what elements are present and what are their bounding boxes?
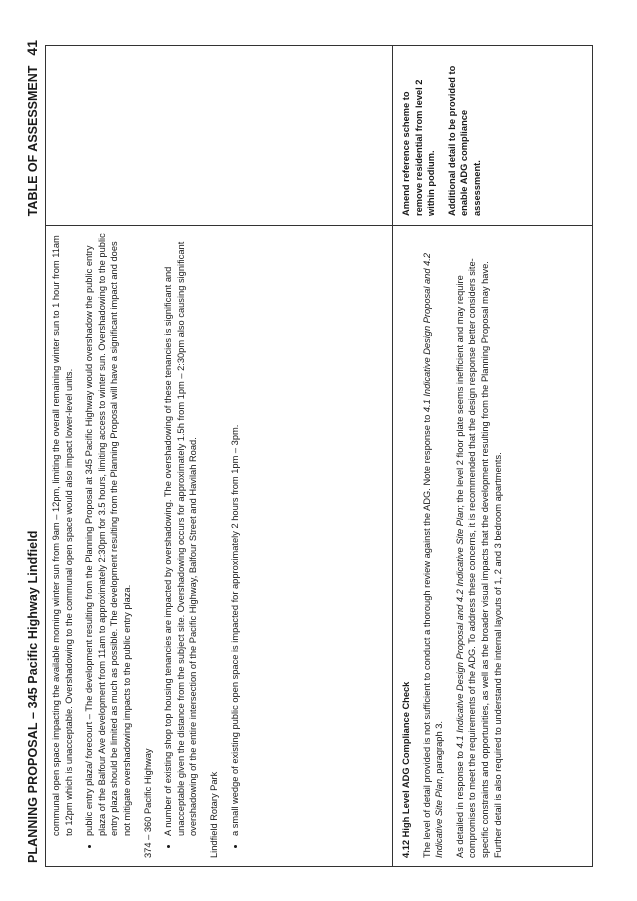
subheading-374-pacific-highway: 374 – 360 Pacific Highway (142, 748, 153, 858)
p2-text-end: ; the level 2 floor plate seems inefficient and may require compromises to meet the requirements of the ADG. To address these concerns, it is recommended that the design response better considers site-specific constraints and opportunities, as well as the broader visual impacts that the development resulting from the Planning Proposal may have. Further detail is also required to understand the internal layouts of 1, 2 and 3 bedroom apartments. (454, 258, 503, 858)
p1-italic-ref: 4.1 Indicative Design Proposal and 4.2 Indicative Site Plan (421, 252, 445, 858)
continued-list (50, 233, 75, 858)
p2-text: As detailed in response to (454, 748, 465, 858)
column-divider (46, 225, 592, 226)
park-list (229, 233, 242, 858)
plaza-list (83, 233, 133, 858)
overshadowing-cell (50, 233, 249, 858)
bullet-public-entry-plaza: • public entry plaza/ forecourt – The development resulting from the Planning Proposal at 345 Pacific Highway would overshadow the public entry plaza of the Balfour Ave development from 11am to approximately 2:30pm for 3.5 hours, limiting access to winter sun. Overshadowing to the public entry plaza should be limited as much as possible. The development resulting from the Planning Proposal will have a significant impact and does not mitigate overshadowing impacts to the public entry plaza. (83, 233, 133, 836)
document-title: PLANNING PROPOSAL – 345 Pacific Highway Lindfield (26, 530, 40, 863)
section-title: TABLE OF ASSESSMENT (26, 65, 40, 217)
bullet-shop-top-housing: • A number of existing shop top housing tenancies are impacted by overshadowing. The overshadowing of these tenancies is significant and unacceptable given the distance from the subject site. Overshadowing occurs for approximately 1.5h from 1pm – 2:30pm also causing significant overshadowing of the entire intersection of the Pacific Highway, Balfour Street and Havilah Road. (162, 233, 200, 836)
subheading-lindfield-rotary-park: Lindfield Rotary Park (208, 771, 219, 858)
p1-text: The level of detail provided is not sufficient to conduct a thorough review against the ADG. Note response to (421, 412, 432, 858)
adg-paragraph-2 (454, 233, 504, 858)
assessment-table (45, 45, 593, 867)
section-header (24, 40, 40, 216)
adg-paragraph-1 (421, 233, 446, 858)
p1-text-end: , paragraph 3. (434, 721, 445, 779)
adg-heading: 4.12 High Level ADG Compliance Check (401, 681, 411, 858)
bullet-communal-open-space: communal open space impacting the available morning winter sun from 9am – 12pm, limiting the overall remaining winter sun to 1 hour from 11am to 12pm which is unacceptable. Overshadowing to the communal open space would also impact lower-level units. (51, 235, 74, 836)
page-number: 41 (24, 40, 40, 56)
recommendation-1: Amend reference scheme to remove residential from level 2 within podium. (401, 79, 437, 216)
recommendation-cell (400, 56, 492, 216)
adg-compliance-cell (400, 233, 512, 858)
bullet-public-open-space: • a small wedge of existing public open space is impacted for approximately 2 hours from 1pm – 3pm. (229, 233, 242, 836)
recommendation-2: Additional detail to be provided to enable ADG compliance assessment. (446, 65, 482, 216)
highway-list (162, 233, 200, 858)
p2-italic-ref: 4.1 Indicative Design Proposal and 4.2 Indicative Site Plan (454, 507, 465, 749)
row-divider (392, 46, 393, 866)
